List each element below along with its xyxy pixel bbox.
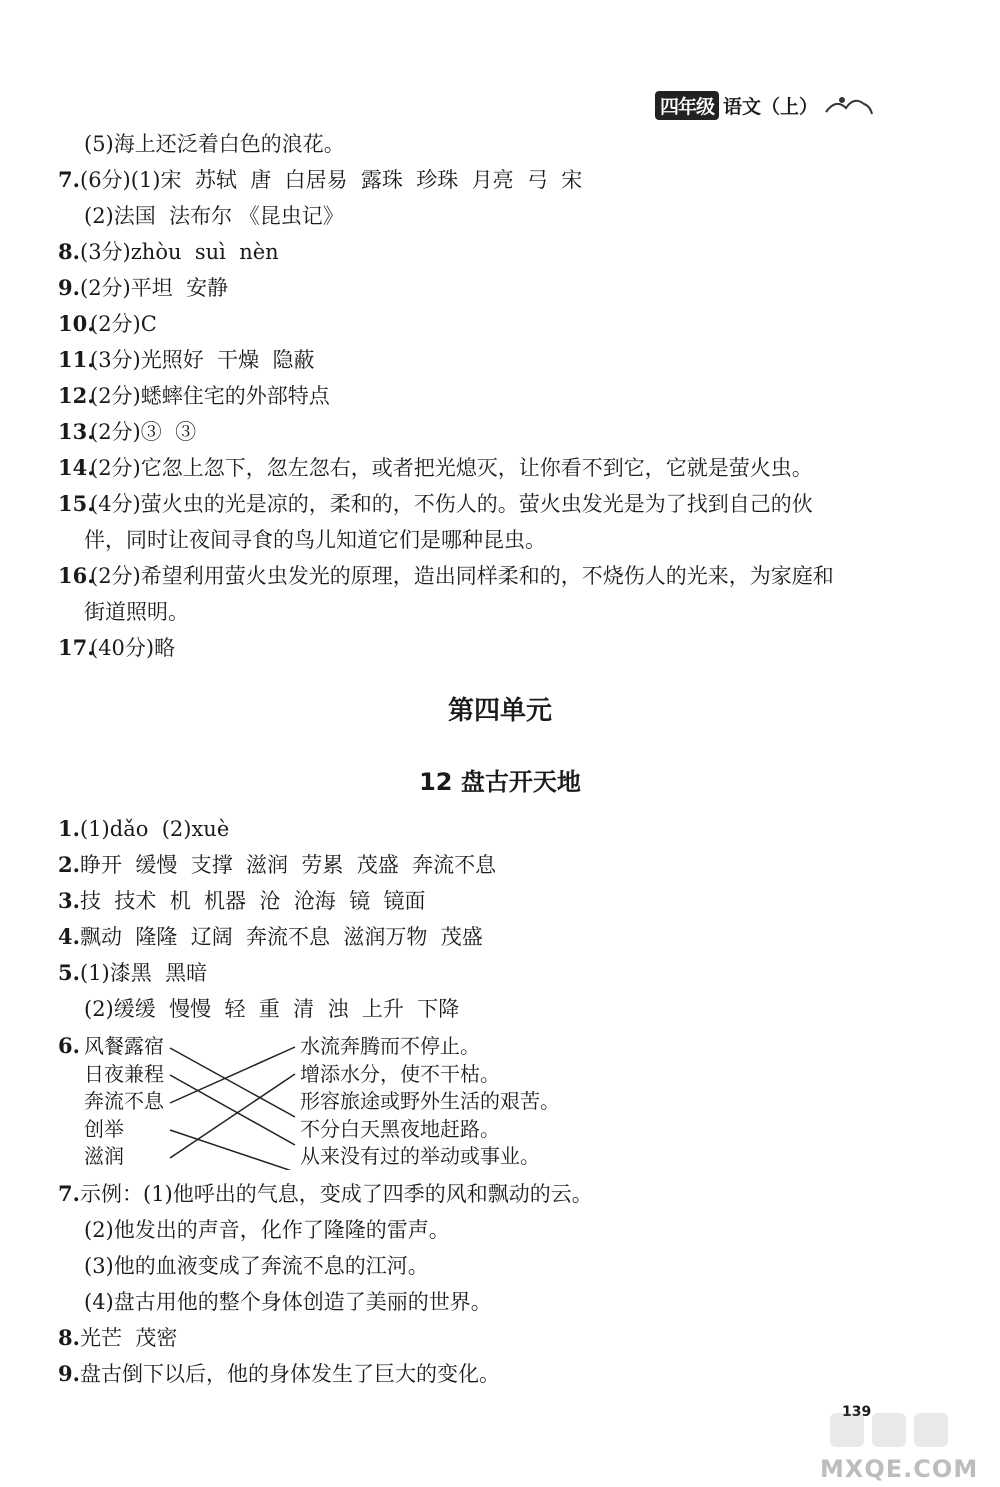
answer-line: (3分)zhòu suì nèn [80, 240, 279, 264]
question-number: 7. [58, 1181, 80, 1206]
question-number: 15. [58, 491, 95, 516]
match-definition: 从来没有过的举动或事业。 [300, 1144, 540, 1168]
answer-line: 光芒 茂密 [80, 1326, 178, 1350]
question-number: 2. [58, 852, 80, 877]
question-number: 4. [58, 924, 80, 949]
answer-line: (2分)它忽上忽下，忽左忽右，或者把光熄灭，让你看不到它，它就是萤火虫。 [90, 456, 813, 480]
match-term: 滋润 [84, 1144, 124, 1168]
question-number: 17. [58, 635, 95, 660]
page-header [655, 88, 925, 122]
match-term: 奔流不息 [84, 1089, 164, 1113]
decoration-icon [824, 92, 874, 118]
answer-line: 技 技术 机 机器 沧 沧海 镜 镜面 [80, 889, 426, 913]
answer-line: (5)海上还泛着白色的浪花。 [84, 132, 345, 156]
answer-line: 睁开 缓慢 支撑 滋润 劳累 茂盛 奔流不息 [80, 853, 497, 877]
answer-line: (40分)略 [90, 636, 176, 660]
answer-line: (1)dǎo (2)xuè [80, 817, 230, 841]
answer-line: (3)他的血液变成了奔流不息的江河。 [84, 1254, 429, 1278]
question-number: 12. [58, 383, 95, 408]
subject-label: 语文（上） [723, 95, 819, 118]
answer-line: (4分)萤火虫的光是凉的，柔和的，不伤人的。萤火虫发光是为了找到自己的伙 [90, 492, 813, 516]
question-number: 5. [58, 960, 80, 985]
answer-line: (2分)蟋蟀住宅的外部特点 [90, 384, 330, 408]
answer-line: (2分)③ ③ [90, 420, 197, 444]
answer-line: (2)缓缓 慢慢 轻 重 清 浊 上升 下降 [84, 997, 460, 1021]
answer-line: (3分)光照好 干燥 隐蔽 [90, 348, 315, 372]
question-number: 9. [58, 275, 80, 300]
question-number: 1. [58, 816, 80, 841]
lesson-title: 12 盘古开天地 [419, 768, 581, 796]
answer-line: (2分)C [90, 312, 157, 336]
match-term: 风餐露宿 [84, 1034, 164, 1058]
grade-badge: 四年级 [655, 91, 719, 120]
question-number: 6. [58, 1033, 80, 1058]
match-term: 创举 [84, 1116, 124, 1141]
match-definition: 水流奔腾而不停止。 [300, 1034, 480, 1058]
answer-line: 盘古倒下以后，他的身体发生了巨大的变化。 [80, 1362, 500, 1386]
answer-line: (1)漆黑 黑暗 [80, 961, 208, 985]
answer-line: 街道照明。 [84, 600, 189, 624]
answer-line: 示例：(1)他呼出的气息，变成了四季的风和飘动的云。 [80, 1182, 593, 1206]
question-number: 3. [58, 888, 80, 913]
answer-line: (2)法国 法布尔 《昆虫记》 [84, 204, 344, 228]
question-number: 7. [58, 167, 80, 192]
question-number: 11. [58, 347, 95, 372]
question-number: 14. [58, 455, 95, 480]
answer-line: 飘动 隆隆 辽阔 奔流不息 滋润万物 茂盛 [80, 925, 483, 949]
unit-title: 第四单元 [447, 696, 552, 726]
answer-line: (4)盘古用他的整个身体创造了美丽的世界。 [84, 1290, 492, 1314]
match-definition: 增添水分，使不干枯。 [300, 1061, 500, 1086]
question-number: 16. [58, 563, 95, 588]
answer-line: (6分)(1)宋 苏轼 唐 白居易 露珠 珍珠 月亮 弓 宋 [80, 168, 583, 192]
question-number: 13. [58, 419, 95, 444]
question-number: 8. [58, 1325, 80, 1350]
match-term: 日夜兼程 [84, 1061, 164, 1086]
answer-line: (2分)平坦 安静 [80, 276, 229, 300]
matching-lines [165, 1030, 300, 1170]
question-number: 10. [58, 311, 95, 336]
match-definition: 形容旅途或野外生活的艰苦。 [300, 1089, 560, 1113]
watermark-text: MXQE.COM [820, 1455, 979, 1483]
answer-line: (2分)希望利用萤火虫发光的原理，造出同样柔和的，不烧伤人的光来，为家庭和 [90, 564, 834, 588]
answer-line: 伴，同时让夜间寻食的鸟儿知道它们是哪种昆虫。 [84, 528, 546, 552]
page-number: 139 [842, 1404, 872, 1420]
question-number: 8. [58, 239, 80, 264]
question-number: 9. [58, 1361, 80, 1386]
answer-line: (2)他发出的声音，化作了隆隆的雷声。 [84, 1218, 450, 1242]
match-definition: 不分白天黑夜地赶路。 [300, 1116, 500, 1141]
